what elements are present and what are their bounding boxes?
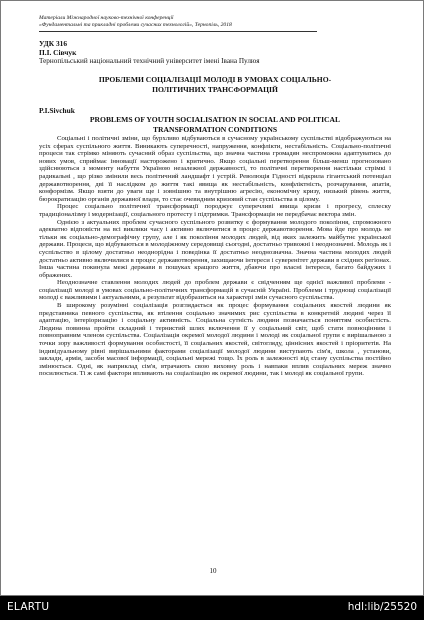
page-content	[39, 15, 391, 378]
handle-id: hdl:lib/25520	[347, 601, 417, 613]
paragraph: Соціальні і політичні зміни, що бурхливо відбуваються в сучасному українському суспільстві відображуються на усіх сферах суспільного життя. Виникають суперечності, напруження, конфлікти, нестабільність. Соціально-політичні процеси так стрімко міняють сучасний образ суспільства, що значна частина громадян неспроможна адаптуватись до нових умов, сприймає інновації насторожено і критично. Якщо соціальні перетворення більш-менш прогнозовано здійснюються з моменту набуття Україною незалежної державності, то політичні перетворення настільки стрімкі і радикальні , що різко змінили весь політичний ландшафт і устрій. Революція Гідності відкрила гігантський потенціал державотворення, дві її наслідком до життя такі явища як нестабільність, конфліктність, розчарування, апатія, конформізм. Якщо взяти до уваги ще і зовнішню та внутрішню агресію, економічну кризу, низький рівень життя, бюрократизацію органів державної влади, то стає очевидним кризовий стан суспільства в цілому.	[39, 135, 391, 203]
conference-header	[39, 15, 317, 32]
paragraph: Неоднозначне ставлення молодих людей до проблем держави є свідченням ще однієї важливої проблеми - соціалізації молоді в умовах соціально-політичних трансформацій в сучасній Україні. Проблеми і труднощі соціалізації молоді є важливими і актуальними, а результат відобразиться на характері змін сучасного суспільства.	[39, 279, 391, 302]
repository-name: ELARTU	[7, 601, 50, 613]
conference-header-line-1: Матеріали Міжнародної науково-технічної конференції	[39, 15, 174, 21]
paragraph: Однією з актуальних проблем сучасного суспільного розвитку є формування молодого покоління, спроможного адекватно відповісти на всі виклики часу і активно включитися в процес державотворення. Мова йде про молодь не тільки як соціально-демографічну групу, але і як покоління молодих людей, від яких залежить майбутнє української держави. Процеси, що відбуваються в молодіжному середовищі сьогодні, достатньо тривожні і неоднозначні. Молодь як і суспільство в цілому достатньо неоднорідна і поведінка її достатньо неоднозначна. Значна частина молодих людей достатньо активно включилися в процес державотворення, захищаючи інтереси і суверенітет держави в східних регіонах. Інша частина покинула межі держави в пошуках кращого життя, дбаючи про власні інтереси, багато байдужих і ображених.	[39, 218, 391, 279]
title-english: PROBLEMS OF YOUTH SOCIALISATION IN SOCIAL AND POLITICAL TRANSFORMATION CONDITIONS	[89, 115, 341, 134]
body-text	[39, 135, 391, 378]
affiliation: Тернопільський національний технічний університет імені Івана Пулюя	[39, 57, 260, 65]
paragraph: Процес соціально політичної трансформації породжує суперечливі явища кризи і прогресу, сплеску традиціоналізму і модернізації, соціального протесту і підтримки. Трансформація не передбачає вектора змін.	[39, 203, 391, 218]
page-number: 10	[209, 567, 217, 575]
title-ukrainian: ПРОБЛЕМИ СОЦІАЛІЗАЦІЇ МОЛОДІ В УМОВАХ СОЦІАЛЬНО-ПОЛІТИЧНИХ ТРАНСФОРМАЦІЙ	[98, 75, 332, 94]
conference-header-line-2: «Фундаментальні та прикладні проблеми сучасних технологій», Тернопіль, 2018	[39, 22, 232, 28]
viewer-footer-bar	[0, 596, 424, 620]
author-ua: П.І. Сівчук	[39, 48, 77, 57]
paragraph: В широкому розумінні соціалізація розглядається як процес формування соціальних якостей людини як представника певного суспільства, як втілення соціально значимих рис суспільства в конкретній людині через її адаптацію, інтеріоризацію і соціальну активність. Соціальна сутність людини позначається поняттям особистість. Людина повинна пройти складний і тернистий шлях включення її у соціальний світ, щоб стати повноцінним і повноправним членом суспільства. Соціалізація окремої молодої людини і молоді як соціальної групи є вирішальною з точки зору важливості формування особистості, її соціальних якостей, світогляду, ціннісних якостей і пріоритетів. На індивідуальному рівні вирішальними факторами соціалізації молодої людини виступають сім'я, школа , установи, заклади, армія, засоби масової інформації, соціальні мережі тощо. Їх роль в залежності від стану суспільства постійно змінюється. Одні, як наприклад сім'я, втрачають свою виховну роль і навпаки вплив соціальних мереж значно посилюється. Ті ж самі фактори впливають на соціалізацію як окремої людини, так і молоді як соціальної групи.	[39, 302, 391, 378]
udk-code: УДК 316	[39, 39, 68, 48]
author-en: P.I.Sivchuk	[39, 106, 75, 115]
